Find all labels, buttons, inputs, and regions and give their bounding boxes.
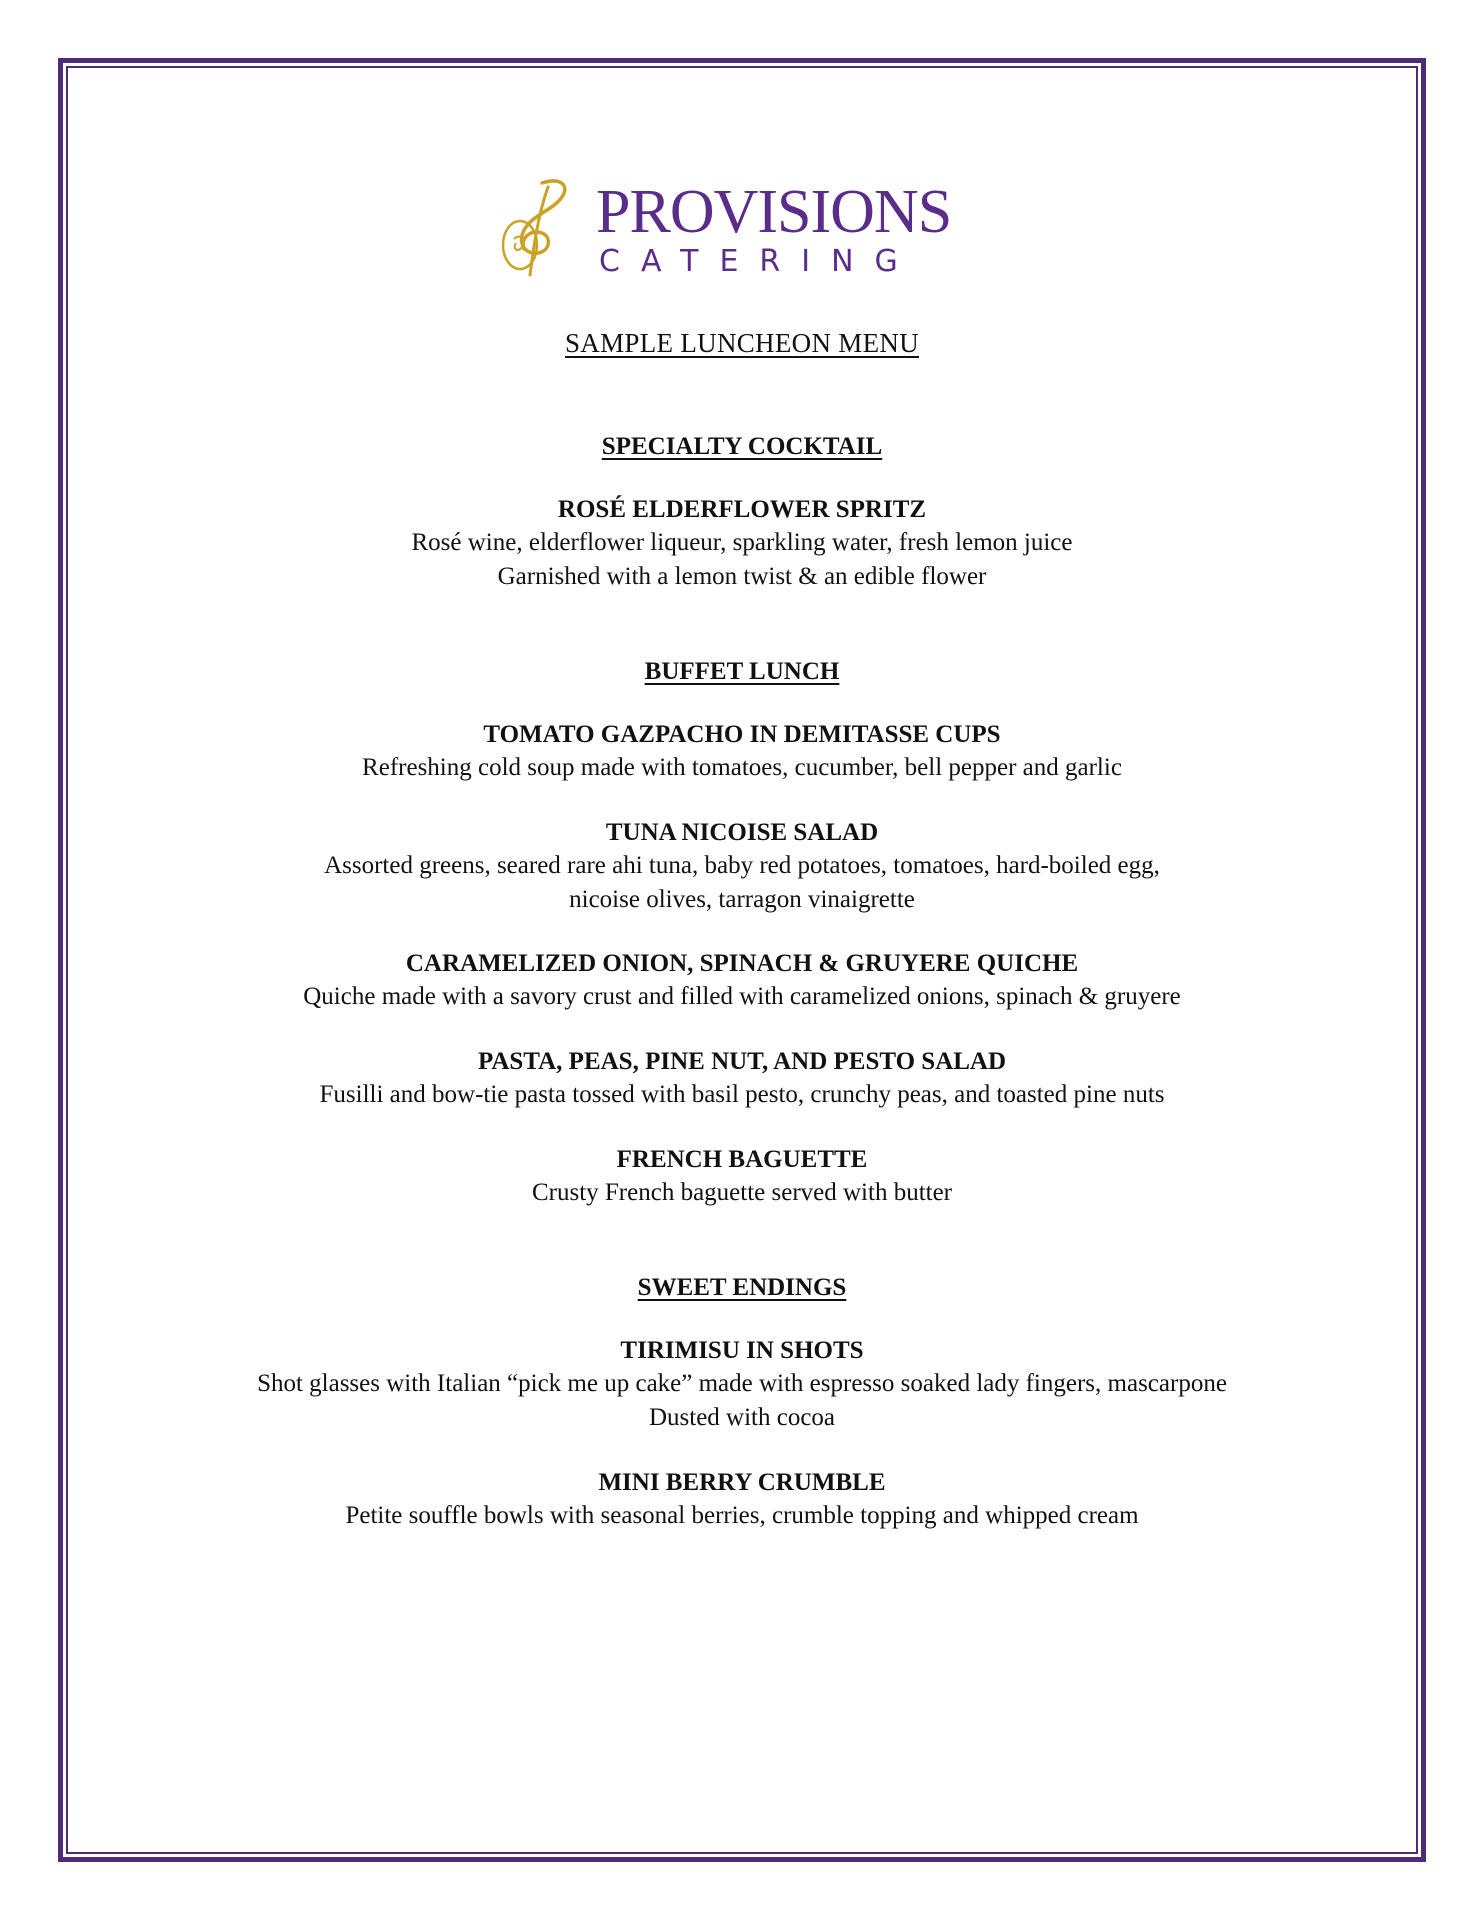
section-heading: SWEET ENDINGS	[637, 1274, 847, 1301]
menu-item-tuna-nicoise-salad	[90, 817, 1394, 917]
section-heading-sweet-endings	[90, 1272, 1394, 1304]
section-heading-buffet-lunch	[90, 656, 1394, 688]
item-description: Assorted greens, seared rare ahi tuna, baby red potatoes, tomatoes, hard-boiled egg,	[324, 852, 1160, 879]
item-description: Dusted with cocoa	[648, 1404, 836, 1431]
menu-title: SAMPLE LUNCHEON MENU	[564, 328, 919, 358]
item-name: ROSÉ ELDERFLOWER SPRITZ	[557, 496, 927, 523]
logo-monogram-icon	[490, 175, 590, 285]
item-name: CARAMELIZED ONION, SPINACH & GRUYERE QUICHE	[405, 950, 1079, 977]
menu-item-pasta-pesto-salad	[90, 1046, 1394, 1112]
item-name: FRENCH BAGUETTE	[616, 1146, 868, 1173]
item-description: Garnished with a lemon twist & an edible flower	[497, 563, 987, 590]
menu-item-mini-berry-crumble	[90, 1467, 1394, 1533]
item-name: TUNA NICOISE SALAD	[605, 819, 879, 846]
item-description: Quiche made with a savory crust and filled with caramelized onions, spinach & gruyere	[303, 983, 1181, 1010]
provisions-catering-logo	[490, 175, 980, 285]
item-name: TOMATO GAZPACHO IN DEMITASSE CUPS	[483, 721, 1001, 748]
item-name: MINI BERRY CRUMBLE	[598, 1469, 886, 1496]
item-description: Fusilli and bow-tie pasta tossed with basil pesto, crunchy peas, and toasted pine nuts	[319, 1081, 1165, 1108]
logo-wordmark	[596, 178, 952, 279]
logo-word-provisions: PROVISIONS	[596, 178, 952, 246]
logo-word-catering: CATERING	[599, 244, 919, 279]
item-description: Refreshing cold soup made with tomatoes, cucumber, bell pepper and garlic	[362, 754, 1122, 781]
menu-item-tiramisu-shots	[90, 1335, 1394, 1435]
section-heading-specialty-cocktail	[90, 431, 1394, 463]
menu-item-french-baguette	[90, 1144, 1394, 1210]
item-description: Rosé wine, elderflower liqueur, sparkling water, fresh lemon juice	[411, 529, 1073, 556]
item-description: Crusty French baguette served with butter	[531, 1179, 953, 1206]
menu-item-quiche	[90, 948, 1394, 1014]
item-name: TIRIMISU IN SHOTS	[620, 1337, 864, 1364]
item-name: PASTA, PEAS, PINE NUT, AND PESTO SALAD	[477, 1048, 1007, 1075]
menu-item-rose-elderflower-spritz	[90, 494, 1394, 594]
item-description: nicoise olives, tarragon vinaigrette	[569, 886, 915, 913]
menu-item-tomato-gazpacho	[90, 719, 1394, 785]
item-description: Petite souffle bowls with seasonal berries, crumble topping and whipped cream	[345, 1502, 1139, 1529]
section-heading: BUFFET LUNCH	[644, 658, 840, 685]
item-description: Shot glasses with Italian “pick me up cake” made with espresso soaked lady fingers, mascarpone	[257, 1370, 1227, 1397]
section-heading: SPECIALTY COCKTAIL	[601, 433, 883, 460]
